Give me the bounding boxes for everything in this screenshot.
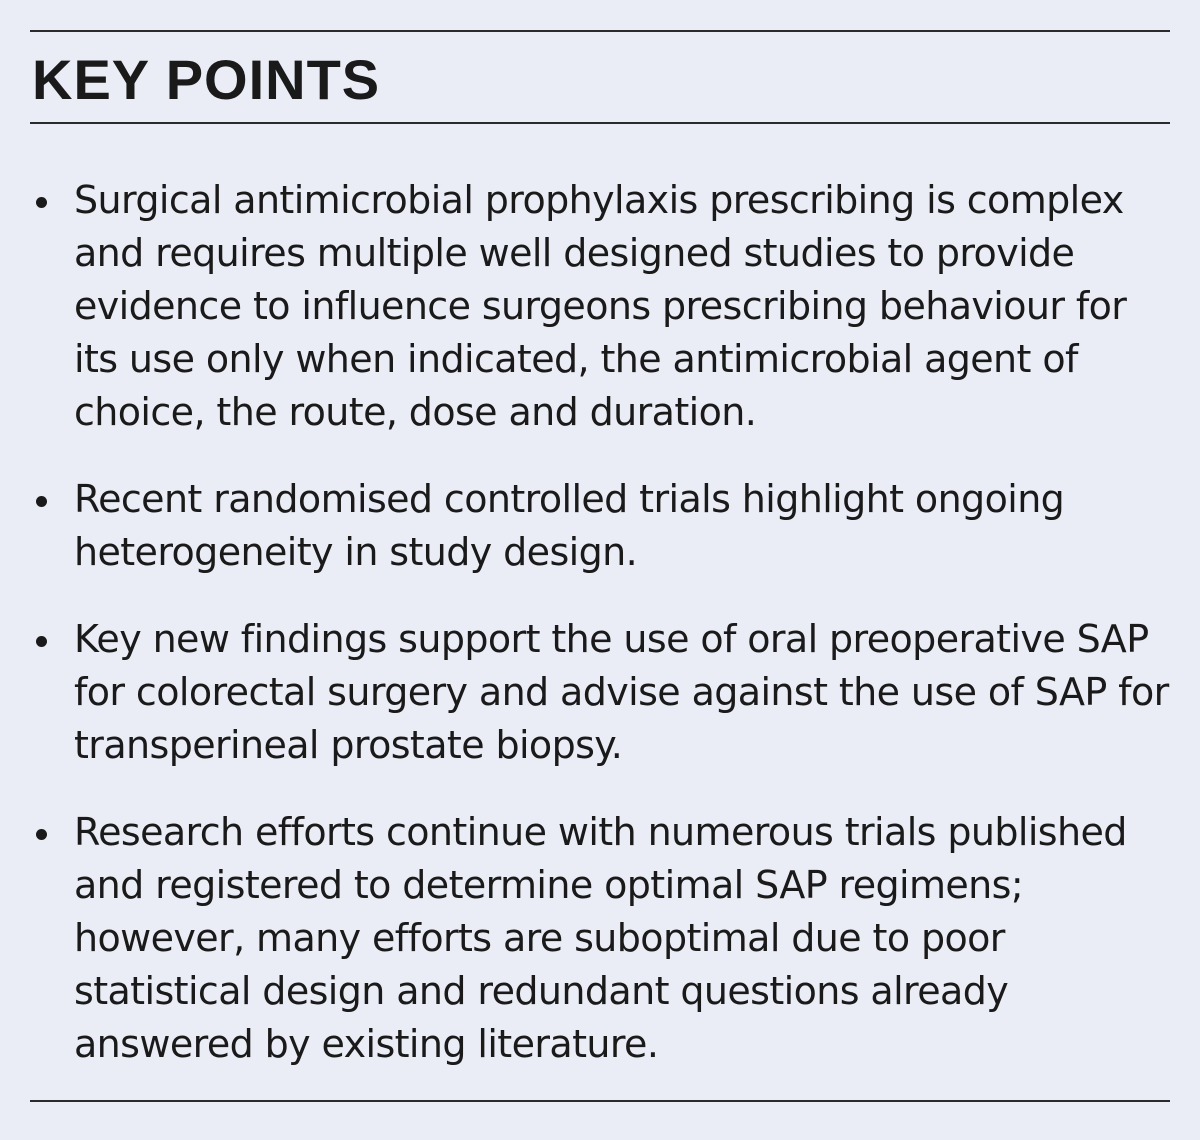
- top-divider: [30, 30, 1170, 32]
- key-points-list: [30, 174, 1170, 1105]
- bullet-icon: [36, 496, 47, 507]
- bullet-icon: [36, 197, 47, 208]
- key-point-item: [30, 174, 1170, 439]
- bottom-divider: [30, 1100, 1170, 1102]
- key-point-item: [30, 613, 1170, 772]
- key-point-text: Research efforts continue with numerous trials published and registered to determine optimal SAP regimens; however, many efforts are suboptimal due to poor statistical design and redundant questions already answered by existing literature.: [74, 810, 1127, 1066]
- key-points-heading: KEY POINTS: [32, 48, 381, 111]
- key-point-text: Key new findings support the use of oral preoperative SAP for colorectal surgery and advise against the use of SAP for transperineal prostate biopsy.: [74, 617, 1169, 767]
- key-point-item: [30, 473, 1170, 579]
- bullet-icon: [36, 829, 47, 840]
- key-point-text: Recent randomised controlled trials highlight ongoing heterogeneity in study design.: [74, 477, 1065, 574]
- key-point-text: Surgical antimicrobial prophylaxis prescribing is complex and requires multiple well designed studies to provide evidence to influence surgeons prescribing behaviour for its use only when indicated, the antimicrobial agent of choice, the route, dose and duration.: [74, 178, 1127, 434]
- heading-divider: [30, 122, 1170, 124]
- key-point-item: [30, 806, 1170, 1071]
- bullet-icon: [36, 636, 47, 647]
